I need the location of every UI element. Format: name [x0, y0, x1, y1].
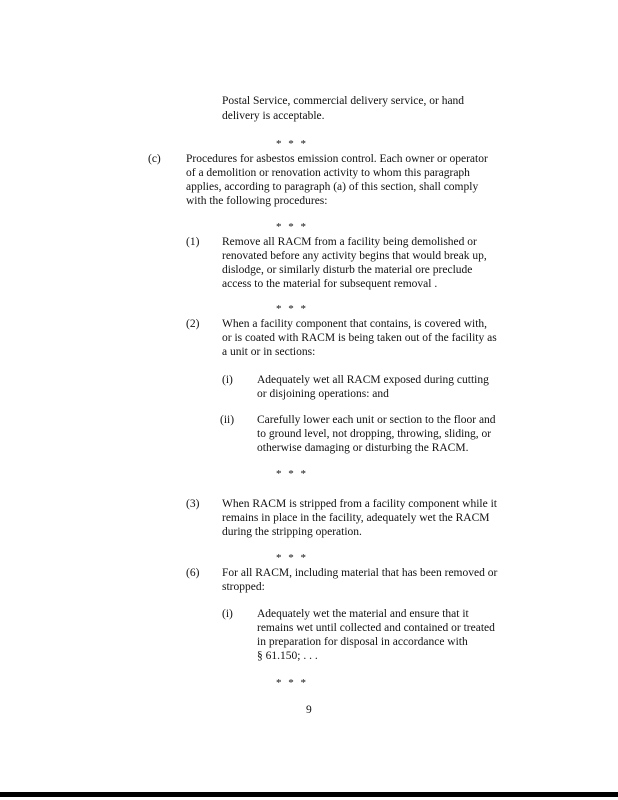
- item-2-sub-ii-line-2: to ground level, not dropping, throwing, sliding, or: [257, 428, 492, 440]
- separator-3: * * *: [276, 303, 308, 315]
- separator-6: * * *: [276, 677, 308, 689]
- item-2-sub-i-line-1: Adequately wet all RACM exposed during cutting: [257, 374, 489, 386]
- item-3-label: (3): [186, 498, 200, 510]
- item-1-line-1: Remove all RACM from a facility being demolished or: [222, 236, 477, 248]
- item-3-line-3: during the stripping operation.: [222, 526, 362, 538]
- bottom-edge-bar: [0, 792, 618, 797]
- section-c-line-2: of a demolition or renovation activity to whom this paragraph: [186, 167, 470, 179]
- item-6-line-1: For all RACM, including material that has been removed or: [222, 567, 498, 579]
- item-2-sub-ii-label: (ii): [220, 414, 235, 426]
- item-6-line-2: stropped:: [222, 581, 265, 593]
- item-6-sub-i-line-1: Adequately wet the material and ensure that it: [257, 608, 469, 620]
- section-c-label: (c): [148, 153, 161, 165]
- item-6-sub-i-line-4: § 61.150; . . .: [257, 650, 318, 662]
- continued-line-2: delivery is acceptable.: [222, 110, 325, 122]
- separator-5: * * *: [276, 552, 308, 564]
- item-2-line-3: a unit or in sections:: [222, 346, 316, 358]
- item-2-sub-ii-line-1: Carefully lower each unit or section to the floor and: [257, 414, 496, 426]
- separator-4: * * *: [276, 468, 308, 480]
- separator-1: * * *: [276, 138, 308, 150]
- continued-line-1: Postal Service, commercial delivery service, or hand: [222, 95, 465, 107]
- item-6-sub-i-label: (i): [222, 608, 233, 620]
- page-number: 9: [306, 704, 312, 716]
- separator-2: * * *: [276, 221, 308, 233]
- item-2-line-1: When a facility component that contains, is covered with,: [222, 318, 488, 330]
- item-2-sub-i-line-2: or disjoining operations: and: [257, 388, 389, 400]
- item-2-label: (2): [186, 318, 200, 330]
- item-1-line-2: renovated before any activity begins that would break up,: [222, 250, 487, 262]
- item-1-label: (1): [186, 236, 200, 248]
- item-6-sub-i-line-3: in preparation for disposal in accordance with: [257, 636, 468, 648]
- item-1-line-4: access to the material for subsequent removal .: [222, 278, 438, 290]
- section-c-line-3: applies, according to paragraph (a) of this section, shall comply: [186, 181, 479, 193]
- section-c-line-1: Procedures for asbestos emission control. Each owner or operator: [186, 153, 488, 165]
- item-6-sub-i-line-2: remains wet until collected and contained or treated: [257, 622, 495, 634]
- item-6-label: (6): [186, 567, 200, 579]
- item-3-line-1: When RACM is stripped from a facility component while it: [222, 498, 497, 510]
- item-2-sub-ii-line-3: otherwise damaging or disturbing the RACM.: [257, 442, 469, 454]
- section-c-line-4: with the following procedures:: [186, 195, 328, 207]
- item-2-sub-i-label: (i): [222, 374, 233, 386]
- item-3-line-2: remains in place in the facility, adequately wet the RACM: [222, 512, 490, 524]
- item-2-line-2: or is coated with RACM is being taken out of the facility as: [222, 332, 497, 344]
- item-1-line-3: dislodge, or similarly disturb the material ore preclude: [222, 264, 473, 276]
